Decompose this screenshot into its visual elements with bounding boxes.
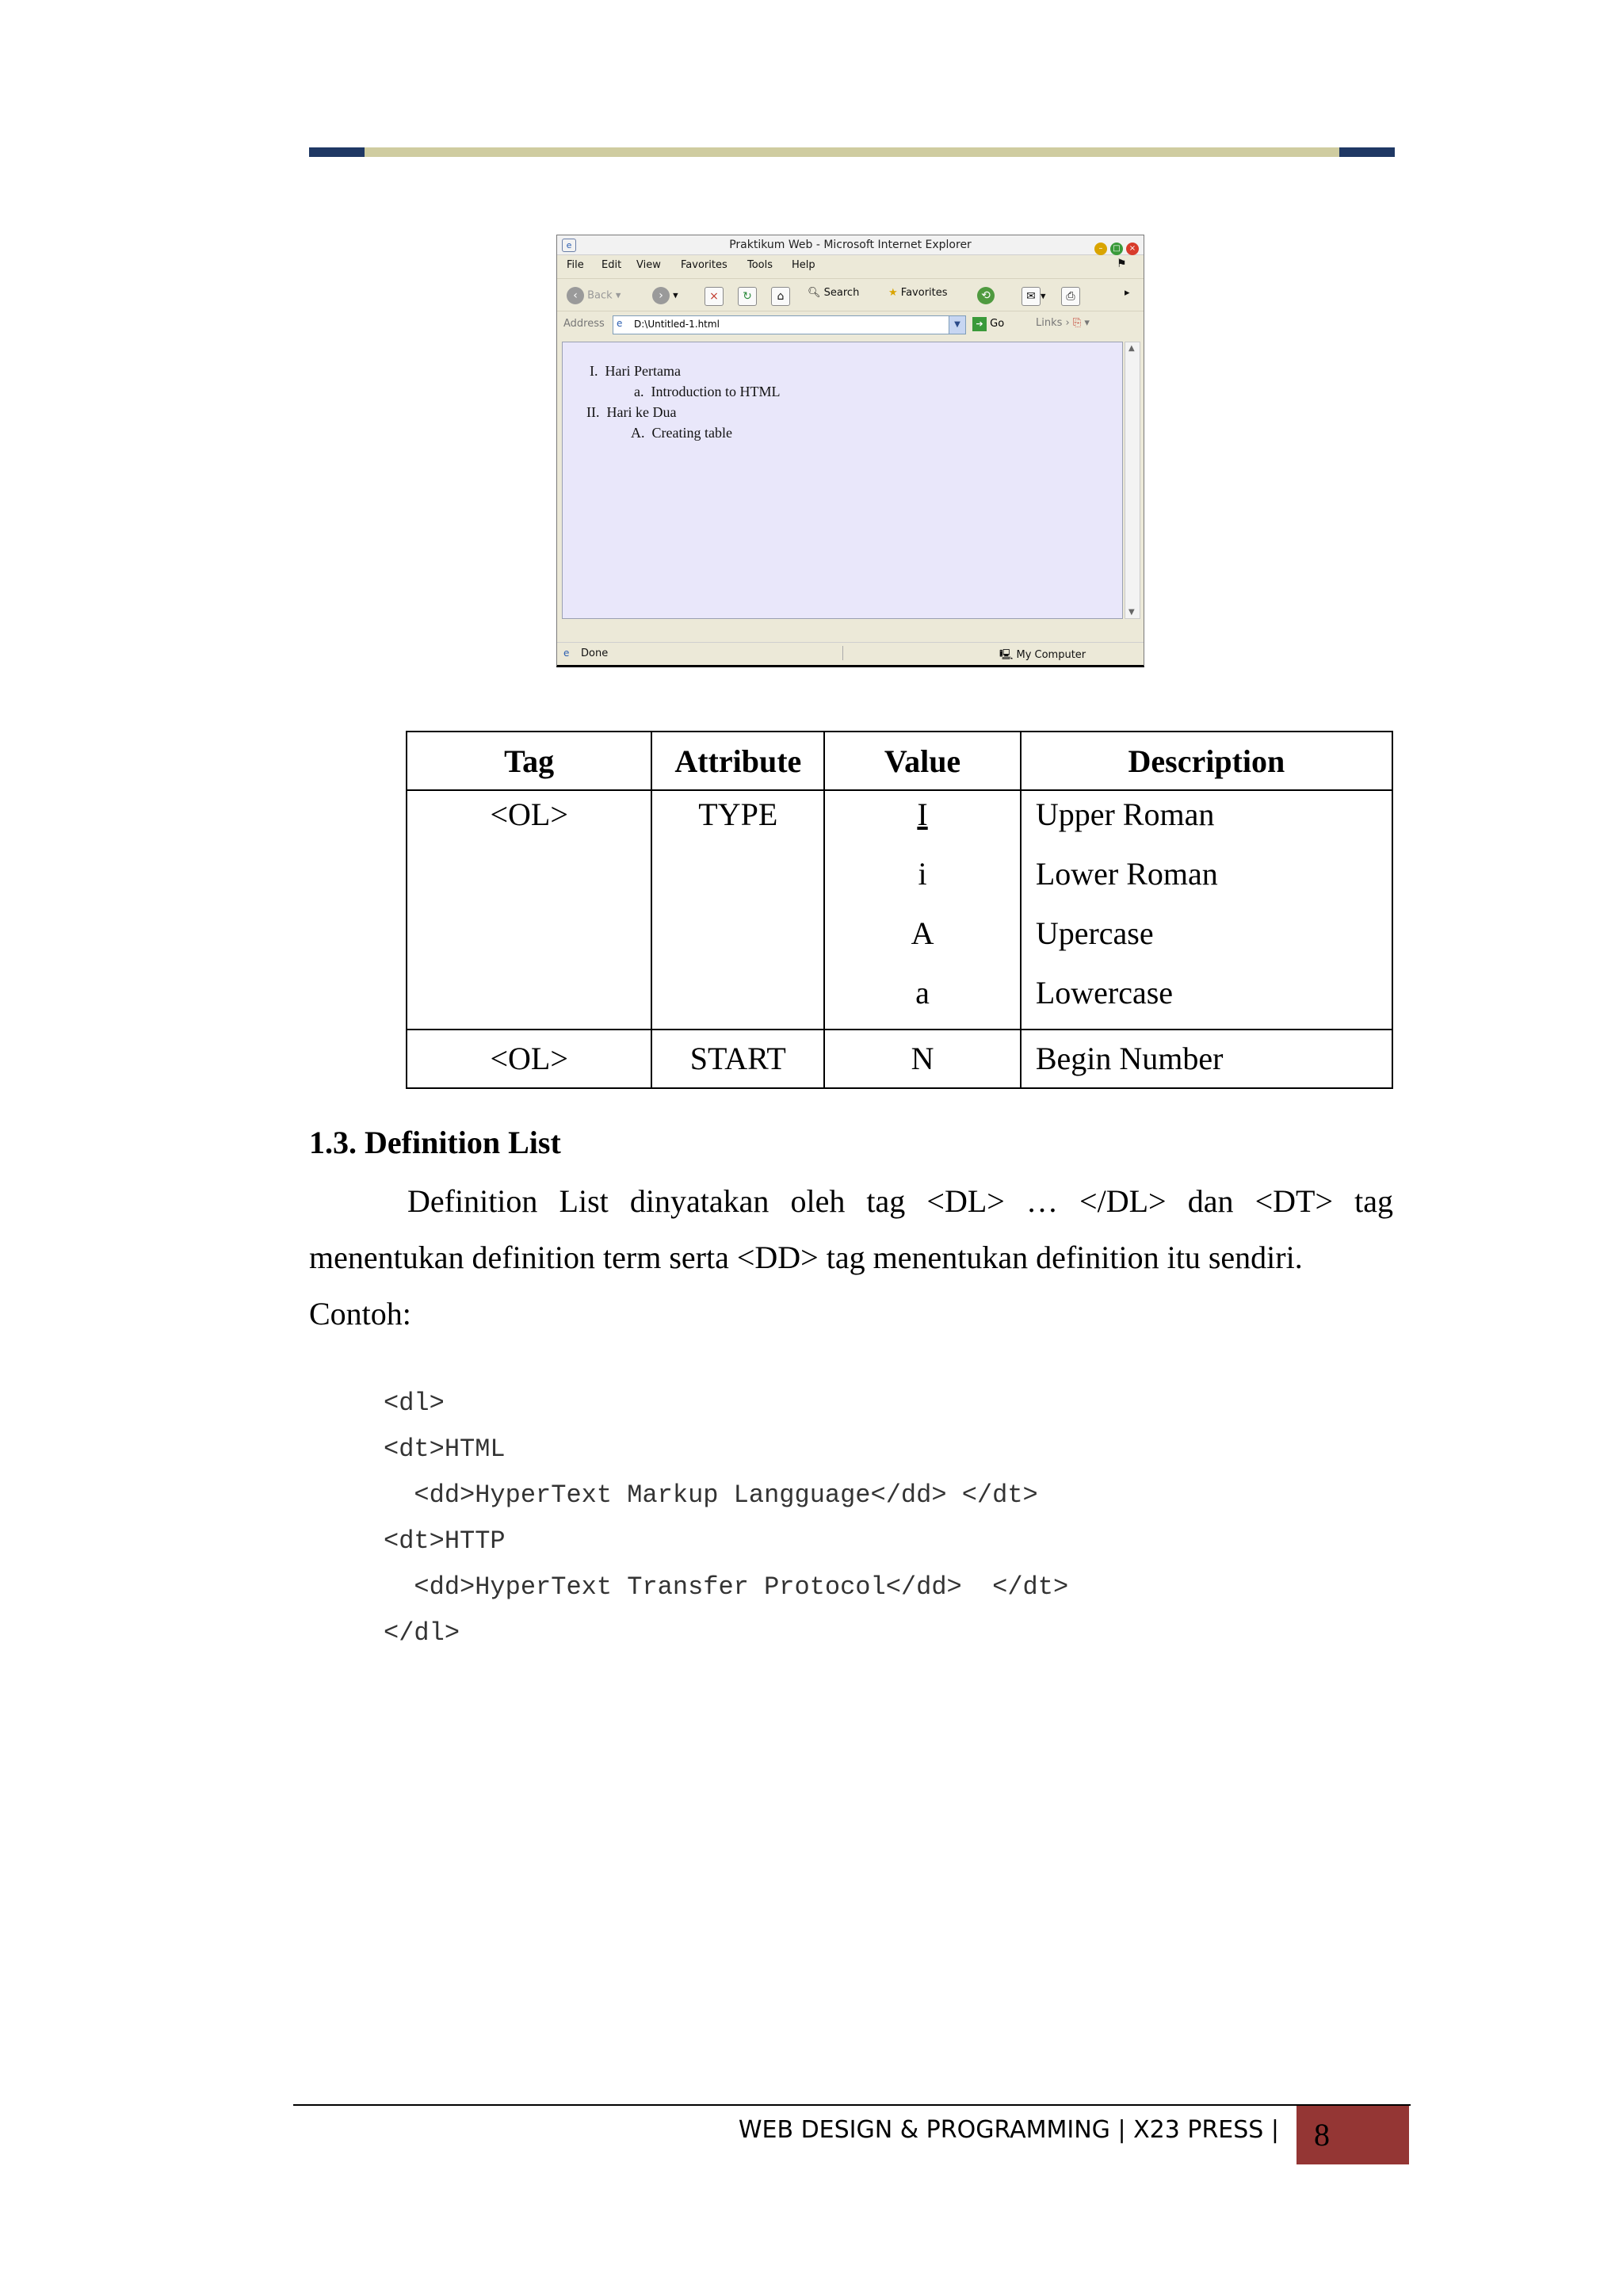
ie-icon: e bbox=[562, 239, 576, 252]
home-icon: ⌂ bbox=[771, 287, 790, 306]
cell-tag: <OL> bbox=[490, 1041, 568, 1076]
print-icon: ⎙ bbox=[1061, 287, 1080, 306]
cell-tag: <OL> bbox=[490, 797, 568, 832]
list-item: A. Creating table bbox=[631, 425, 732, 441]
table-row bbox=[407, 1030, 1392, 1088]
col-header-tag: Tag bbox=[407, 732, 651, 790]
windows-flag-icon: ⚑ bbox=[1117, 258, 1127, 270]
vertical-scrollbar bbox=[1125, 342, 1140, 619]
code-line: </dl> bbox=[384, 1618, 460, 1648]
cell-description: Lower Roman bbox=[1035, 856, 1218, 892]
footer-text: WEB DESIGN & PROGRAMMING | X23 PRESS | bbox=[738, 2116, 1279, 2144]
status-page-icon: e bbox=[563, 648, 570, 659]
minimize-icon: – bbox=[1094, 243, 1107, 255]
section-heading: 1.3. Definition List bbox=[309, 1125, 561, 1160]
code-line: <dl> bbox=[384, 1389, 445, 1418]
code-line: <dd>HyperText Markup Langguage</dd> </dt> bbox=[384, 1480, 1038, 1510]
cell-value: A bbox=[911, 915, 934, 951]
browser-screenshot bbox=[556, 235, 1144, 667]
address-dropdown-icon: ▼ bbox=[949, 316, 965, 334]
menu-view: View bbox=[636, 259, 661, 271]
back-arrow-icon: ‹ bbox=[567, 287, 584, 304]
status-done: Done bbox=[581, 648, 609, 659]
col-header-attribute: Attribute bbox=[651, 732, 824, 790]
paragraph-line: Definition List dinyatakan oleh tag <DL> … </DL> dan <DT> tag bbox=[407, 1183, 1393, 1219]
table-row bbox=[407, 790, 1392, 1030]
menu-favorites: Favorites bbox=[681, 259, 727, 271]
cell-value: i bbox=[918, 856, 927, 892]
page-number: 8 bbox=[1296, 2106, 1409, 2164]
mail-icon: ✉ ▾ bbox=[1022, 287, 1046, 306]
footer-rule bbox=[293, 2104, 1411, 2106]
paragraph-line: Contoh: bbox=[309, 1296, 411, 1331]
table-header-row bbox=[407, 732, 1392, 790]
header-rule-right-accent bbox=[1339, 147, 1395, 157]
back-button: ‹ Back ▾ bbox=[567, 287, 621, 304]
favorites-button: ★ Favorites bbox=[888, 287, 948, 299]
list-item: I. Hari Pertama bbox=[590, 363, 681, 379]
history-icon: ⟲ bbox=[977, 287, 995, 304]
browser-title-bar bbox=[557, 235, 1144, 255]
cell-value: a bbox=[915, 975, 930, 1010]
pdf-icon: ⎘ bbox=[1072, 317, 1082, 329]
status-zone: 🖳︎ My Computer bbox=[999, 649, 1086, 661]
cell-description: Lowercase bbox=[1035, 975, 1174, 1010]
paragraph-line: menentukan definition term serta <DD> tag menentukan definition itu sendiri. bbox=[309, 1240, 1303, 1275]
browser-title: Praktikum Web - Microsoft Internet Explorer bbox=[729, 239, 972, 251]
header-rule-left-accent bbox=[309, 147, 365, 157]
go-arrow-icon: ➔ bbox=[972, 317, 987, 331]
cell-description: Upper Roman bbox=[1035, 797, 1215, 832]
menu-tools: Tools bbox=[747, 259, 773, 271]
cell-description: Begin Number bbox=[1035, 1041, 1224, 1076]
menu-edit: Edit bbox=[601, 259, 622, 271]
forward-button: › ▾ bbox=[652, 287, 678, 304]
address-value: D:\Untitled-1.html bbox=[634, 319, 720, 330]
maximize-icon: □ bbox=[1110, 243, 1123, 255]
browser-content bbox=[562, 342, 1123, 619]
page-icon: e bbox=[617, 318, 623, 329]
list-item: II. Hari ke Dua bbox=[586, 404, 677, 420]
address-label: Address bbox=[563, 318, 605, 330]
address-field bbox=[613, 315, 966, 334]
browser-menu-bar bbox=[557, 256, 1144, 275]
go-button: ➔ Go bbox=[972, 317, 1004, 331]
list-item: a. Introduction to HTML bbox=[634, 384, 781, 399]
menu-file: File bbox=[567, 259, 584, 271]
search-icon: 🔍︎ bbox=[808, 287, 821, 299]
search-button: 🔍︎ Search bbox=[808, 287, 860, 299]
cell-attribute: START bbox=[689, 1041, 786, 1076]
close-icon: × bbox=[1126, 243, 1139, 255]
computer-icon: 🖳︎ bbox=[999, 649, 1014, 661]
toolbar-overflow-icon: ▸ bbox=[1125, 287, 1130, 299]
forward-arrow-icon: › bbox=[652, 287, 670, 304]
browser-toolbar bbox=[557, 278, 1144, 311]
cell-value: N bbox=[911, 1041, 934, 1076]
cell-value: I bbox=[917, 797, 928, 832]
col-header-description: Description bbox=[1021, 732, 1392, 790]
cell-description: Upercase bbox=[1035, 915, 1154, 951]
col-header-value: Value bbox=[824, 732, 1021, 790]
star-icon: ★ bbox=[888, 287, 898, 299]
code-line: <dt>HTTP bbox=[384, 1526, 506, 1556]
code-line: <dd>HyperText Transfer Protocol</dd> </dt> bbox=[384, 1572, 1069, 1602]
menu-help: Help bbox=[792, 259, 815, 271]
ol-attribute-table bbox=[406, 731, 1393, 1089]
cell-attribute: TYPE bbox=[698, 797, 778, 832]
header-rule bbox=[309, 147, 1395, 157]
address-bar bbox=[557, 313, 1144, 337]
refresh-icon: ↻ bbox=[738, 287, 757, 306]
links-button: Links › ⎘ ▾ bbox=[1036, 317, 1090, 329]
browser-status-bar bbox=[557, 642, 1144, 665]
code-line: <dt>HTML bbox=[384, 1435, 506, 1464]
stop-icon: × bbox=[705, 287, 724, 306]
